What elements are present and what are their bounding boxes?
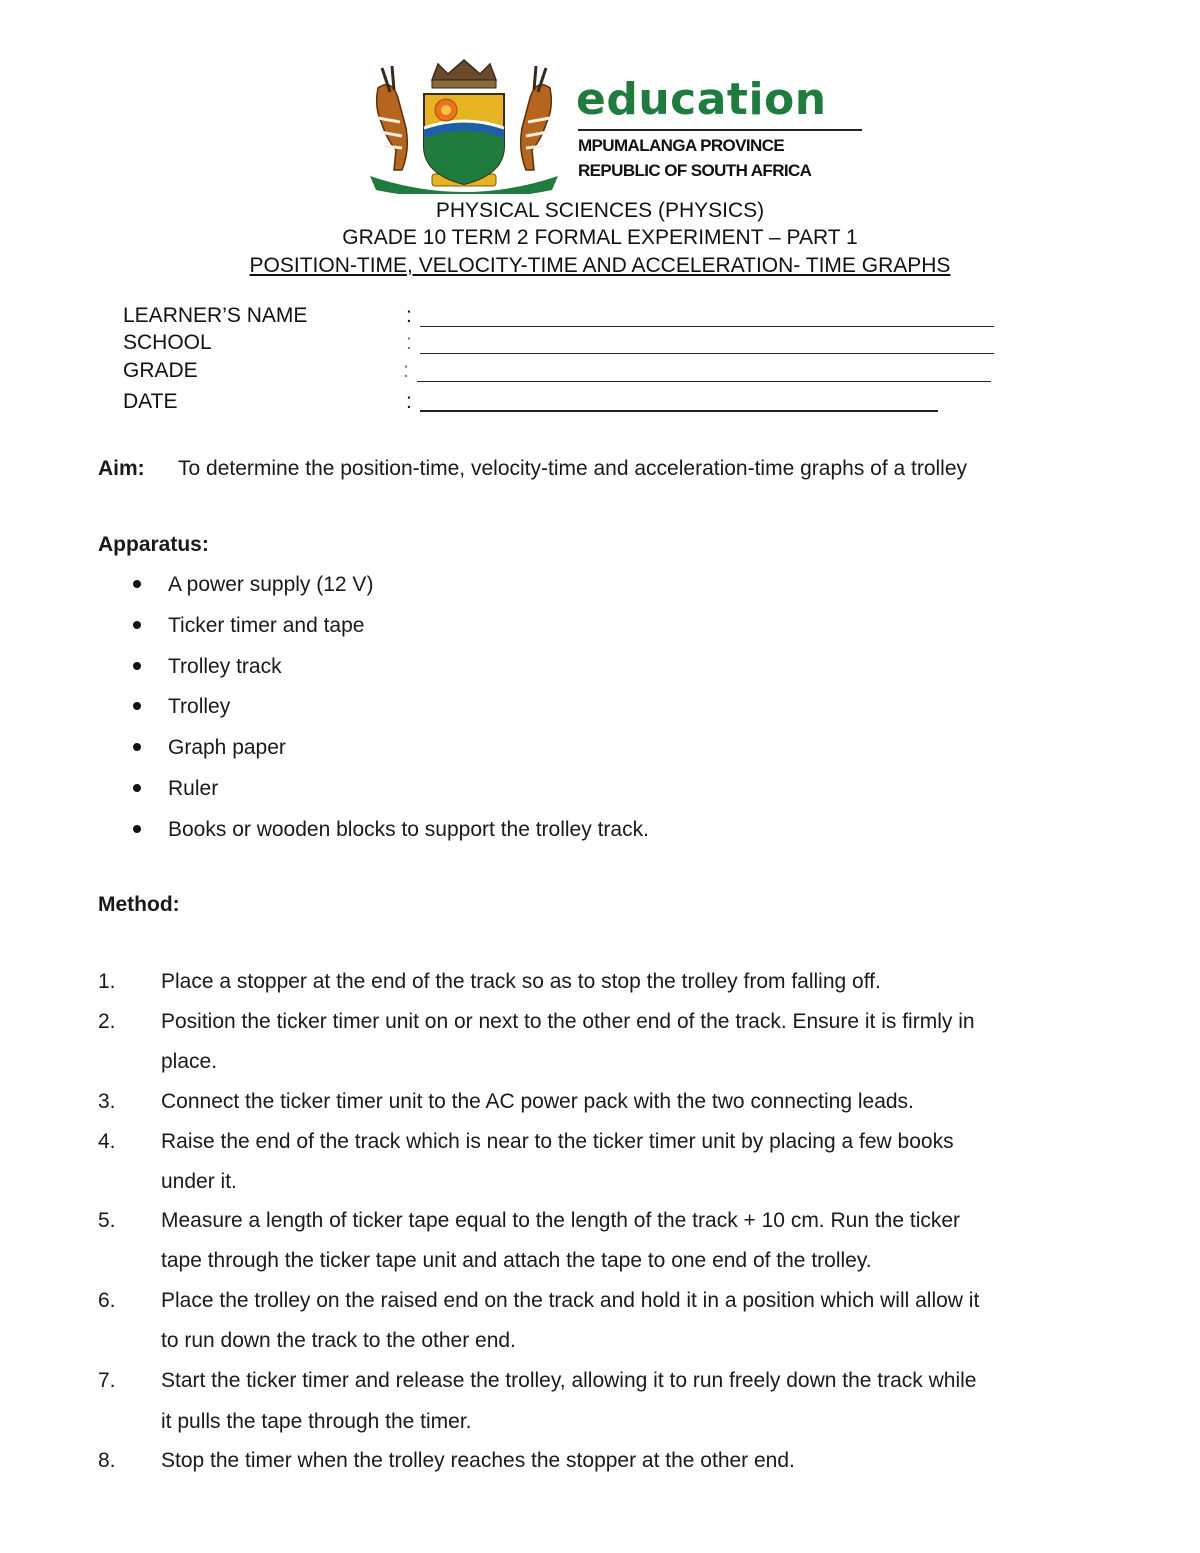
step-text: Measure a length of ticker tape equal to the length of the track + 10 cm. Run the ticker bbox=[161, 1209, 961, 1232]
date-field[interactable] bbox=[420, 410, 938, 412]
aim-text: To determine the position-time, velocity-time and acceleration-time graphs of a trolley bbox=[178, 457, 968, 480]
method-heading: Method: bbox=[98, 893, 180, 916]
step-text: Position the ticker timer unit on or next to the other end of the track. Ensure it is firmly in bbox=[161, 1010, 975, 1033]
step-number: 7. bbox=[98, 1369, 116, 1392]
bullet-icon bbox=[133, 662, 141, 670]
step-number: 4. bbox=[98, 1130, 116, 1153]
logo-divider bbox=[578, 129, 862, 131]
aim-label: Aim: bbox=[98, 457, 145, 480]
step-text: Start the ticker timer and release the trolley, allowing it to run freely down the track while bbox=[161, 1369, 977, 1392]
step-text-continued: to run down the track to the other end. bbox=[161, 1329, 516, 1352]
apparatus-item: Books or wooden blocks to support the trolley track. bbox=[168, 818, 649, 841]
step-number: 6. bbox=[98, 1289, 116, 1312]
bullet-icon bbox=[133, 580, 141, 588]
date-label: DATE bbox=[123, 390, 178, 413]
step-text: Raise the end of the track which is near to the ticker timer unit by placing a few books bbox=[161, 1130, 954, 1153]
step-text: Place the trolley on the raised end on the track and hold it in a position which will allow it bbox=[161, 1289, 980, 1312]
school-colon: : bbox=[406, 331, 412, 354]
apparatus-item: Graph paper bbox=[168, 736, 286, 759]
step-text-continued: it pulls the tape through the timer. bbox=[161, 1410, 472, 1433]
step-text-continued: place. bbox=[161, 1050, 218, 1073]
apparatus-item: A power supply (12 V) bbox=[168, 573, 374, 596]
experiment-title: GRADE 10 TERM 2 FORMAL EXPERIMENT – PART 1 bbox=[342, 226, 858, 249]
grade-colon: : bbox=[403, 359, 409, 382]
coat-of-arms-icon bbox=[348, 58, 580, 194]
step-number: 3. bbox=[98, 1090, 116, 1113]
topic-title: POSITION-TIME, VELOCITY-TIME AND ACCELERATION- TIME GRAPHS bbox=[249, 254, 951, 277]
school-label: SCHOOL bbox=[123, 331, 212, 354]
school-field[interactable] bbox=[420, 353, 994, 354]
learner-name-field[interactable] bbox=[420, 326, 994, 327]
subject-title: PHYSICAL SCIENCES (PHYSICS) bbox=[435, 199, 765, 222]
apparatus-item: Trolley bbox=[168, 695, 231, 718]
bullet-icon bbox=[133, 621, 141, 629]
step-text: Place a stopper at the end of the track so as to stop the trolley from falling off. bbox=[161, 970, 881, 993]
bullet-icon bbox=[133, 825, 141, 833]
logo-province: MPUMALANGA PROVINCE bbox=[578, 136, 785, 155]
apparatus-item: Ticker timer and tape bbox=[168, 614, 365, 637]
logo-wordmark: education bbox=[576, 74, 827, 125]
grade-label: GRADE bbox=[123, 359, 198, 382]
step-number: 1. bbox=[98, 970, 116, 993]
apparatus-item: Ruler bbox=[168, 777, 219, 800]
bullet-icon bbox=[133, 702, 141, 710]
grade-field[interactable] bbox=[417, 381, 991, 382]
education-logo bbox=[348, 58, 868, 194]
apparatus-heading: Apparatus: bbox=[98, 533, 209, 556]
step-number: 5. bbox=[98, 1209, 116, 1232]
step-number: 2. bbox=[98, 1010, 116, 1033]
step-text: Connect the ticker timer unit to the AC power pack with the two connecting leads. bbox=[161, 1090, 914, 1113]
step-text: Stop the timer when the trolley reaches the stopper at the other end. bbox=[161, 1449, 795, 1472]
step-number: 8. bbox=[98, 1449, 116, 1472]
step-text-continued: under it. bbox=[161, 1170, 237, 1193]
bullet-icon bbox=[133, 784, 141, 792]
bullet-icon bbox=[133, 743, 141, 751]
logo-republic: REPUBLIC OF SOUTH AFRICA bbox=[578, 161, 812, 180]
step-text-continued: tape through the ticker tape unit and attach the tape to one end of the trolley. bbox=[161, 1249, 872, 1272]
date-colon: : bbox=[406, 390, 412, 413]
learner-name-colon: : bbox=[406, 304, 412, 327]
learner-name-label: LEARNER’S NAME bbox=[123, 304, 308, 327]
apparatus-item: Trolley track bbox=[168, 655, 282, 678]
